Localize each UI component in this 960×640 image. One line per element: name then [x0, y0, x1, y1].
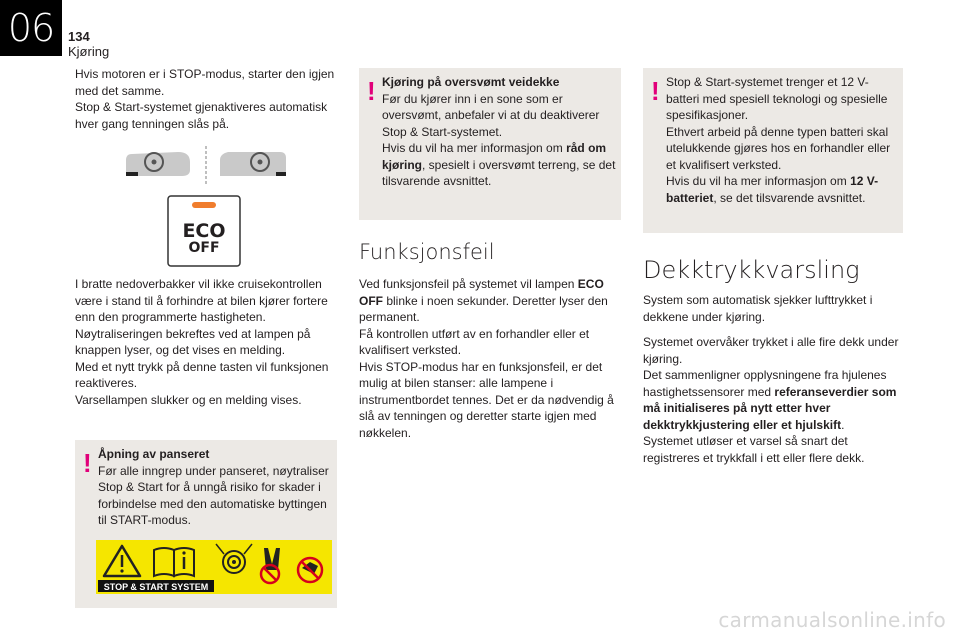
flood-warning-title: Kjøring på oversvømt veidekke — [382, 75, 560, 89]
downhill-line-1: I bratte nedoverbakker vil ikke cruisekontrollen være i stand til å forhindre at bilen kjører fortere enn den programmerte hastigheten. — [75, 277, 328, 324]
tyre-p1: System som automatisk sjekker lufttrykket i dekkene under kjøring. — [643, 293, 873, 324]
intro-line-1: Hvis motoren er i STOP-modus, starter den igjen med det samme. — [75, 67, 335, 98]
hood-warning-title: Åpning av panseret — [98, 447, 210, 461]
battery-more-a: Hvis du vil ha mer informasjon om — [666, 174, 851, 188]
battery-more-bold: 12 V-batteriet — [666, 174, 879, 205]
malfunction-p1 — [359, 276, 621, 326]
downhill-line-4: Varsellampen slukker og en melding vises. — [75, 392, 302, 407]
p1-bold: ECO OFF — [359, 277, 604, 308]
p3-bold: referanseverdier som må initialiseres på nytt etter hver dekktrykkjustering eller et hjulskift — [643, 384, 897, 432]
heading-funksjonsfeil: Funksjonsfeil — [359, 240, 495, 264]
downhill-line-3: Med et nytt trykk på denne tasten vil funksjonen reaktiveres. — [75, 359, 329, 390]
flood-warning-box — [359, 68, 621, 220]
intro-line-2: Stop & Start-systemet gjenaktiveres automatisk hver gang tenningen slås på. — [75, 100, 328, 131]
malfunction-p2: Få kontrollen utført av en forhandler eller et kvalifisert verksted. — [359, 326, 590, 357]
battery-more-b: , se det tilsvarende avsnittet. — [713, 190, 866, 205]
flood-more-a: Hvis du vil ha mer informasjon om — [382, 141, 567, 155]
tyre-p4: Systemet utløser et varsel så snart det registreres et trykkfall i ett eller flere dekk. — [643, 434, 865, 465]
battery-warning-line2: Ethvert arbeid på denne typen batteri skal utelukkende gjøres hos en forhandler eller et kvalifisert verksted. — [666, 124, 891, 172]
flood-more-b: , spesielt i oversvømt terreng, se det tilsvarende avsnittet. — [382, 157, 616, 188]
malfunction-text — [359, 276, 621, 441]
eco-label: ECO — [182, 220, 226, 242]
tyre-text-1 — [643, 292, 905, 325]
stop-start-label: STOP & START SYSTEM — [103, 582, 209, 592]
hood-warning-text: Før alle inngrep under panseret, nøytraliser Stop & Start for å unngå risiko for skader i forbindelse med den automatiske byttingen til START-modus. — [98, 463, 329, 527]
warning-exclamation-icon: ! — [651, 76, 660, 106]
p3-b: . — [841, 417, 845, 432]
battery-warning-line1: Stop & Start-systemet trenger et 12 V-batteri med spesiell teknologi og spesielle spesifikasjoner. — [666, 75, 888, 122]
flood-more-bold: råd om kjøring — [382, 141, 607, 172]
chapter-number: 06 — [0, 0, 62, 56]
flood-warning-text: Før du kjører inn i en sone som er oversvømt, anbefaler vi at du deaktiverer Stop & Start-systemet. — [382, 91, 600, 139]
downhill-line-2: Nøytraliseringen bekreftes ved at lampen på knappen lyser, og det vises en melding. — [75, 326, 311, 357]
warning-exclamation-icon: ! — [83, 448, 92, 478]
battery-warning-more — [666, 173, 900, 206]
watermark: carmanualsonline.info — [718, 608, 946, 632]
p1-b: blinke i noen sekunder. Deretter lyser den permanent. — [359, 293, 608, 324]
tyre-p2: Systemet overvåker trykket i alle fire dekk under kjøring. — [643, 335, 899, 366]
malfunction-p3: Hvis STOP-modus har en funksjonsfeil, er det mulig at bilen stanser: alle lampene i instrumentbordet tennes. Det er da nødvendig å slå av tenningen og deretter starte igjen med nøkkelen. — [359, 359, 614, 440]
warning-exclamation-icon: ! — [367, 76, 376, 106]
battery-warning-box — [643, 68, 903, 233]
steering-wheel-icon-right — [220, 152, 286, 176]
p1-a: Ved funksjonsfeil på systemet vil lampen — [359, 277, 578, 291]
heading-dekktrykkvarsling: Dekktrykkvarsling — [643, 256, 860, 284]
off-label: OFF — [188, 240, 220, 256]
page-number: 134 — [68, 29, 90, 44]
intro-text — [75, 66, 339, 132]
tyre-p3 — [643, 367, 905, 433]
tyre-text-2 — [643, 334, 905, 466]
downhill-text — [75, 276, 339, 408]
steering-wheel-icon-left — [126, 152, 190, 176]
p3-a: Det sammenligner opplysningene fra hjulenes hastighetssensorer med — [643, 368, 887, 399]
section-name: Kjøring — [68, 44, 110, 59]
flood-warning-more — [382, 140, 616, 190]
